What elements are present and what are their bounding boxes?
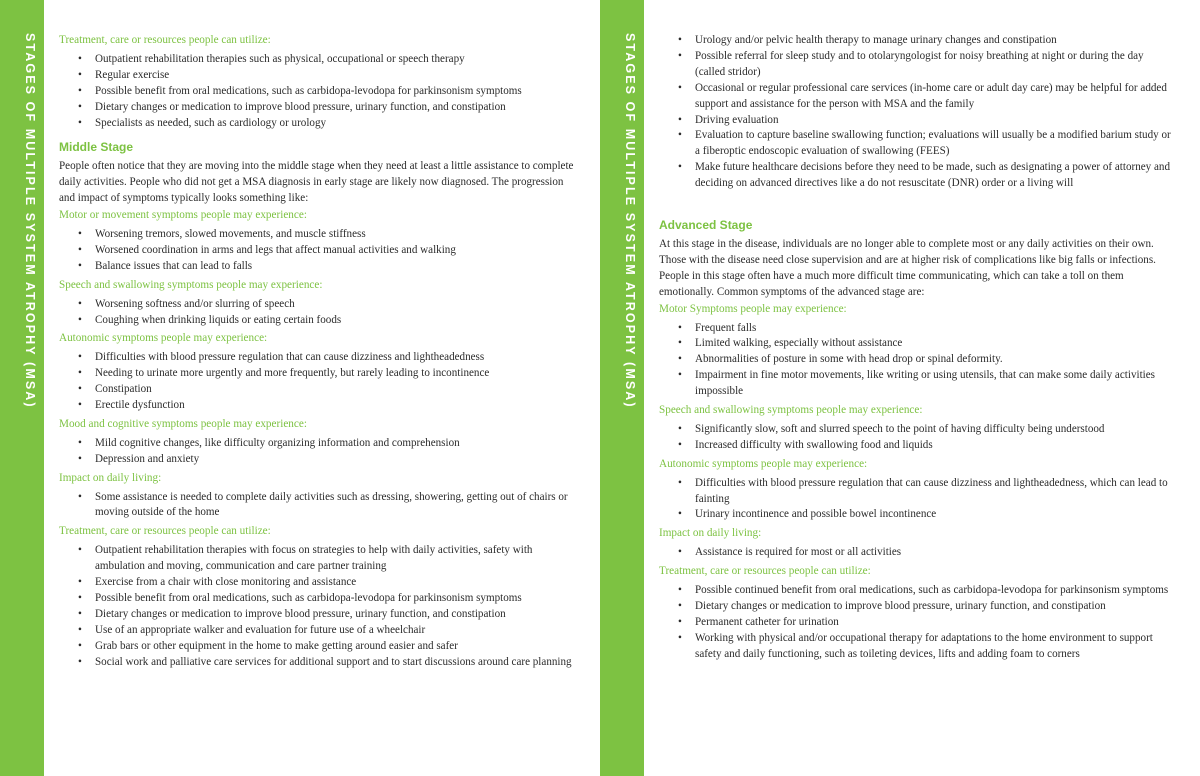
list-item: • Evaluation to capture baseline swallowing function; evaluations will usually be a modified barium study or a fiberoptic endoscopic evaluation of swallowing (FEES) [695, 128, 1174, 160]
middle-speech-list [59, 297, 574, 329]
side-label-left: STAGES OF MULTIPLE SYSTEM ATROPHY (MSA) [23, 33, 37, 409]
list-item: • Specialists as needed, such as cardiology or urology [95, 116, 574, 132]
advanced-speech-list [659, 422, 1174, 454]
middle-impact-list [59, 490, 574, 522]
list-item: • Assistance is required for most or all activities [695, 545, 1174, 561]
list-item: • Exercise from a chair with close monitoring and assistance [95, 575, 574, 591]
list-item: • Worsening tremors, slowed movements, and muscle stiffness [95, 227, 574, 243]
list-item: • Limited walking, especially without assistance [695, 336, 1174, 352]
advanced-motor-heading: Motor Symptoms people may experience: [659, 302, 847, 315]
side-band-right [600, 0, 644, 776]
middle-autonomic-list [59, 350, 574, 414]
list-item: • Urology and/or pelvic health therapy to manage urinary changes and constipation [695, 33, 1174, 49]
middle-motor-heading: Motor or movement symptoms people may experience: [59, 209, 307, 222]
advanced-impact-list [659, 545, 1174, 561]
list-item: • Possible benefit from oral medications, such as carbidopa-levodopa for parkinsonism symptoms [95, 591, 574, 607]
list-item: • Some assistance is needed to complete daily activities such as dressing, showering, getting out of chairs or moving outside of the home [95, 490, 574, 522]
middle-treatment-heading: Treatment, care or resources people can utilize: [59, 525, 271, 538]
middle-mood-list [59, 436, 574, 468]
list-item: • Worsened coordination in arms and legs that affect manual activities and walking [95, 243, 574, 259]
list-item: • Increased difficulty with swallowing food and liquids [695, 438, 1174, 454]
middle-treatment-list [59, 543, 574, 670]
middle-mood-heading: Mood and cognitive symptoms people may experience: [59, 417, 307, 430]
advanced-autonomic-heading: Autonomic symptoms people may experience: [659, 457, 868, 470]
middle-impact-heading: Impact on daily living: [59, 471, 162, 484]
list-item: • Occasional or regular professional care services (in-home care or adult day care) may be helpful for added support and assistance for the person with MSA and the family [695, 81, 1174, 113]
list-item: • Social work and palliative care services for additional support and to start discussions around care planning [95, 655, 574, 671]
list-item: • Dietary changes or medication to improve blood pressure, urinary function, and constipation [95, 100, 574, 116]
advanced-stage-title: Advanced Stage [659, 218, 753, 233]
list-item: • Worsening softness and/or slurring of speech [95, 297, 574, 313]
list-item: • Balance issues that can lead to falls [95, 259, 574, 275]
list-item: • Working with physical and/or occupational therapy for adaptations to the home environment to support safety and daily functioning, such as toileting devices, lifts and adding foam to corners [695, 631, 1174, 663]
list-item: • Possible benefit from oral medications, such as carbidopa-levodopa for parkinsonism symptoms [95, 84, 574, 100]
advanced-speech-heading: Speech and swallowing symptoms people may experience: [659, 404, 923, 417]
side-band-left [0, 0, 44, 776]
side-label-right: STAGES OF MULTIPLE SYSTEM ATROPHY (MSA) [623, 33, 637, 409]
list-item: • Difficulties with blood pressure regulation that can cause dizziness and lightheadedness [95, 350, 574, 366]
middle-stage-intro: People often notice that they are moving into the middle stage when they need at least a little assistance to complete daily activities. People who did not get a MSA diagnosis in early stage are likely now diagnosed. The progression and impact of symptoms typically looks something like: [59, 160, 574, 205]
left-column [59, 33, 574, 674]
list-item: • Dietary changes or medication to improve blood pressure, urinary function, and constipation [95, 607, 574, 623]
middle-speech-heading: Speech and swallowing symptoms people may experience: [59, 278, 323, 291]
list-item: • Frequent falls [695, 321, 1174, 337]
list-item: • Regular exercise [95, 68, 574, 84]
list-item: • Difficulties with blood pressure regulation that can cause dizziness and lightheadedness, which can lead to fainting [695, 476, 1174, 508]
middle-stage-title: Middle Stage [59, 140, 134, 155]
list-item: • Depression and anxiety [95, 452, 574, 468]
early-treatment-heading: Treatment, care or resources people can utilize: [59, 34, 271, 46]
middle-motor-list [59, 227, 574, 275]
list-item: • Possible continued benefit from oral medications, such as carbidopa-levodopa for parkinsonism symptoms [695, 583, 1174, 599]
list-item: • Make future healthcare decisions before they need to be made, such as designating a power of attorney and deciding on advanced directives like a do not resuscitate (DNR) order or a living will [695, 160, 1174, 192]
list-item: • Dietary changes or medication to improve blood pressure, urinary function, and constipation [695, 599, 1174, 615]
list-item: • Erectile dysfunction [95, 398, 574, 414]
list-item: • Permanent catheter for urination [695, 615, 1174, 631]
advanced-stage-intro: At this stage in the disease, individuals are no longer able to complete most or any daily activities on their own. Those with the disease need close supervision and are at higher risk of complications like big falls or infections. People in this stage often have a much more difficult time communicating, which can take a toll on them emotionally. Common symptoms of the advanced stage are: [659, 237, 1156, 298]
list-item: • Urinary incontinence and possible bowel incontinence [695, 507, 1174, 523]
middle-autonomic-heading: Autonomic symptoms people may experience: [59, 332, 268, 345]
list-item: • Abnormalities of posture in some with head drop or spinal deformity. [695, 352, 1174, 368]
list-item: • Needing to urinate more urgently and more frequently, but rarely leading to incontinence [95, 366, 574, 382]
list-item: • Outpatient rehabilitation therapies such as physical, occupational or speech therapy [95, 52, 574, 68]
list-item: • Grab bars or other equipment in the home to make getting around easier and safer [95, 639, 574, 655]
list-item: • Mild cognitive changes, like difficulty organizing information and comprehension [95, 436, 574, 452]
list-item: • Use of an appropriate walker and evaluation for future use of a wheelchair [95, 623, 574, 639]
advanced-treatment-heading: Treatment, care or resources people can utilize: [659, 565, 871, 578]
list-item: • Constipation [95, 382, 574, 398]
early-treatment-list [59, 52, 574, 132]
right-column [659, 33, 1174, 666]
list-item: • Driving evaluation [695, 113, 1174, 129]
list-item: • Significantly slow, soft and slurred speech to the point of having difficulty being understood [695, 422, 1174, 438]
list-item: • Coughing when drinking liquids or eating certain foods [95, 313, 574, 329]
list-item: • Impairment in fine motor movements, like writing or using utensils, that can make some daily activities impossible [695, 368, 1174, 400]
advanced-treatment-list [659, 583, 1174, 663]
advanced-autonomic-list [659, 476, 1174, 524]
middle-treatment-continued-list [659, 33, 1174, 192]
advanced-impact-heading: Impact on daily living: [659, 527, 762, 540]
advanced-motor-list [659, 321, 1174, 401]
list-item: • Possible referral for sleep study and to otolaryngologist for noisy breathing at night or during the day (called stridor) [695, 49, 1174, 81]
list-item: • Outpatient rehabilitation therapies with focus on strategies to help with daily activities, safety with ambulation and moving, communication and care partner training [95, 543, 574, 575]
